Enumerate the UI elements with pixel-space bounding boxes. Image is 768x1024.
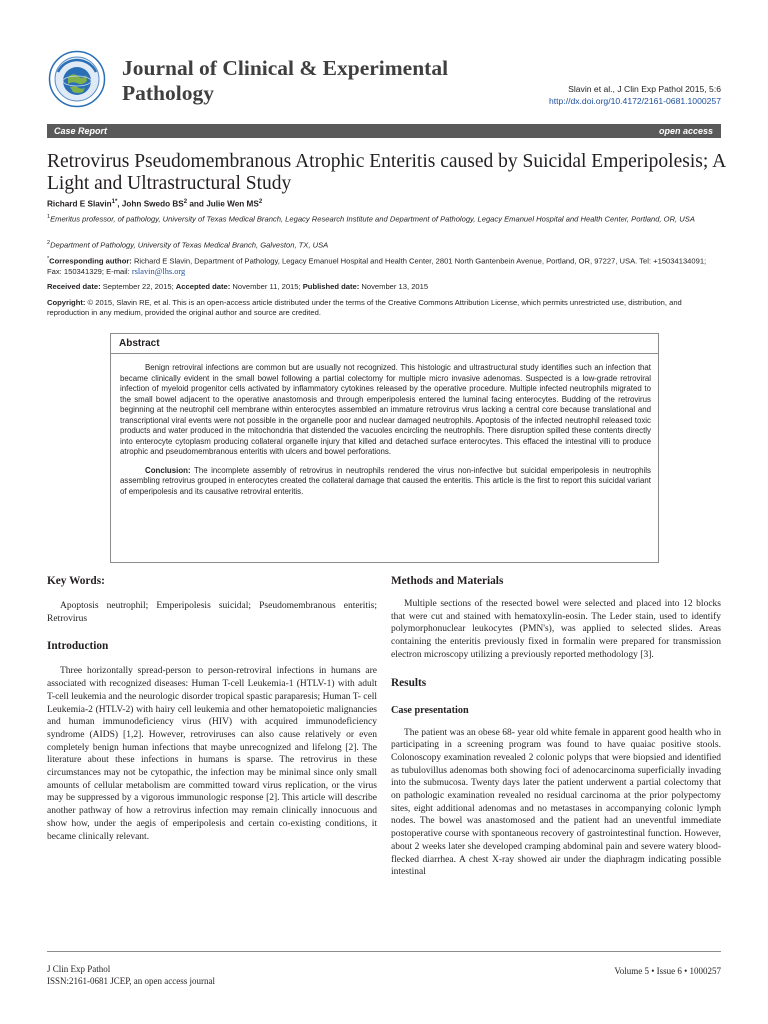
published-date: November 13, 2015 xyxy=(361,282,429,291)
email-link[interactable]: rslavin@lhs.org xyxy=(131,267,186,277)
affiliation-2 xyxy=(47,238,723,251)
accepted-label: Accepted date: xyxy=(175,282,231,291)
methods-heading: Methods and Materials xyxy=(391,575,504,587)
left-column xyxy=(47,574,377,843)
right-column xyxy=(391,574,721,879)
journal-title: Journal of Clinical & Experimental Pathology xyxy=(122,56,449,105)
article-type-label: Case Report xyxy=(54,126,108,136)
open-access-label: open access xyxy=(658,126,713,136)
published-label: Published date: xyxy=(302,282,360,291)
citation: Slavin et al., J Clin Exp Pathol 2015, 5:6 xyxy=(568,84,721,94)
author-sup: 2 xyxy=(258,199,263,205)
doi-link[interactable]: http://dx.doi.org/10.4172/2161-0681.1000257 xyxy=(548,96,721,106)
results-heading: Results xyxy=(391,676,427,689)
keywords-text: Apoptosis neutrophil; Emperipolesis suicidal; Pseudomembranous enteritis; Retrovirus xyxy=(47,601,377,624)
corresponding-text: Richard E Slavin, Department of Pathology, Legacy Emanuel Hospital and Health Center, 2801 North Gantenbein Avenue, Portland, OR, 97227, USA. Tel: +15034134091; Fax: 150341329; E-mail: xyxy=(47,256,707,277)
introduction-heading: Introduction xyxy=(47,640,109,653)
author-name: John Swedo BS xyxy=(121,199,184,209)
conclusion-text: The incomplete assembly of retrovirus in neutrophils rendered the virus non-infective but suicidal emperipolesis in neutrophils assembling retrovirus grouped in enterocytes created the collateral damage that caused the enteritis. This article is the first to report this suicidal variant of emperipolesis and its causative retroviral enteritis. xyxy=(120,465,651,496)
author-sup: 2 xyxy=(183,199,188,205)
keywords-heading: Key Words: xyxy=(47,575,105,587)
affiliation-text: Department of Pathology, University of Texas Medical Branch, Galveston, TX, USA xyxy=(50,240,329,250)
copyright xyxy=(47,298,723,319)
abstract-body xyxy=(120,363,651,497)
footer-divider xyxy=(47,951,721,952)
case-presentation-text: The patient was an obese 68- year old white female in apparent good health who in participating in a screening program was found to have quaiac positive stools. Colonoscopy examination revealed 2 colonic polyps that were biopsied and identified as tubulovillus adenomas both showing foci of adenocarcinoma superficially invading into the submucosa. Twenty days later the patient underwent a partial colectomy that on pathologic examination revealed no residual carcinoma at the prior polypectomy sites, eight additional adenomas and no metastases in accompanying colonic lymph nodes. The bowel was anastomosed and the patient had an uneventful immediate postoperative course with spontaneous recovery of gastrointestinal function. However, about 2 weeks later she developed cramping abdominal pain and severe watery blood-flecked diarrhea. A chest X-ray showed air under the diaphragm indicating possible intestinal xyxy=(391,727,721,878)
introduction-text: Three horizontally spread-person to person-retroviral infections in humans are associated with recognized diseases: Human T-cell Leukemia-1 (HTLV-1) with adult T-cell leukemia and the neurologic disorder tropical spastic paraparesis; Human T- cell Leukemia-2 (HTLV-2) with hairy cell leukemia and other hematopoietic malignancies and human immunodeficiency virus (HIV) with acquired immunodeficiency syndrome (AIDS) [1,2]. However, retroviruses can also cause relatively or even completely benign human infections that maybe unrecognized and lifelong [2]. The literature about these infections in humans is sparse. The retrovirus in these circumstances may not be cytopathic, the infection may be minimal since only small amounts of cellular metabolism are committed toward virus replication, or the virus may be suppressed by a vigorous immunologic response [2]. This article will describe another pathway of how a retrovirus infection may remain clinically innocuous and show how, under the aegis of emperipolesis and certain co-existing conditions, it became clinically relevant. xyxy=(47,666,377,842)
affiliation-text: Emeritus professor, of pathology, University of Texas Medical Branch, Legacy Research Institute and Department of Pathology, Legacy Emanuel Hospital and Health Center, Portland, OR, USA xyxy=(50,214,695,224)
case-presentation-heading: Case presentation xyxy=(391,704,469,716)
abstract-box xyxy=(110,333,659,563)
copyright-label: Copyright: xyxy=(47,298,86,307)
received-date: September 22, 2015 xyxy=(102,282,172,291)
corresponding-author: *Corresponding author: Richard E Slavin, Department of Pathology, Legacy Emanuel Hospital and Health Center, 2801 North Gantenbein Avenue, Portland, OR, 97227, USA. Tel: +15034134091; Fax: 150341329; E-mail: rslavin@lhs.org xyxy=(47,256,707,277)
article-type-band xyxy=(47,124,721,138)
author-sup: 1* xyxy=(111,199,118,205)
dates-line: Received date: September 22, 2015; Accepted date: November 11, 2015; Published date: November 13, 2015 xyxy=(47,282,429,291)
copyright-text: © 2015, Slavin RE, et al. This is an open-access article distributed under the terms of the Creative Commons Attribution License, which permits unrestricted use, distribution, and reproduction in any medium, provided the original author and source are credited. xyxy=(47,298,682,318)
author-name: Julie Wen MS xyxy=(206,199,259,209)
footer-issn: ISSN:2161-0681 JCEP, an open access journal xyxy=(47,976,215,986)
article-title: Retrovirus Pseudomembranous Atrophic Enteritis caused by Suicidal Emperipolesis; A Light and Ultrastructural Study xyxy=(47,151,726,194)
citation-block xyxy=(549,83,721,107)
methods-text: Multiple sections of the resected bowel were selected and placed into 12 blocks that were cut and stained with hematoxylin-eosin. The Leder stain, used to identify polymorphonuclear leukocytes (PMN's), was applied to selected slides. Areas containing the enteritis previously fixed in formalin were prepared for transmission electron microscopy utilizing a previously reported methodology [3]. xyxy=(391,599,721,660)
corresponding-label: Corresponding author: xyxy=(49,256,132,266)
journal-logo-icon xyxy=(48,50,106,108)
footer-volume: Volume 5 • Issue 6 • 1000257 xyxy=(614,966,721,976)
abstract-conclusion xyxy=(120,466,651,498)
footer-left xyxy=(47,963,215,987)
affiliation-sup: 2 xyxy=(47,240,51,246)
author-list: Richard E Slavin$^{1*}$, John Swedo $BS^2$ and Julie Wen $MS^2$ xyxy=(47,199,263,209)
author-name: Richard E Slavin xyxy=(47,199,112,209)
abstract-text: Benign retroviral infections are common but are usually not recognized. This histologic and ultrastructural study identifies such an infection that became clinically evident in the small bowel following a partial colectomy for multiple micro invasive adenomas. Suspected is a low-grade retroviral infection of myeloid progenitor cells activated by inflammatory cytokines released by the operative procedure. Multiple infected neutrophils migrated to the small bowel adjacent to the operative anastomosis and through emperipolesis entered the luminal facing enterocytes. Budding of the retrovirus beginning at the neutrophil cell membrane within enterocytes assembled an immature retrovirus virus lacking a central core because translational and transcriptional viral events were not possible in the organelle poor and nuclear damaged neutrophils. Apoptosis of the infected neutrophil released toxic products and water produced in the mitochondria that distended the vacuoles encircling the neutrophils. There disruption spilled these contents directly into enterocyte cytoplasm producing collateral organelle injury that killed and detached surface enterocytes. This effaced the intestinal villi to produce atrophic and pseudomembranous enteritis with ulcers and bowel perforations. xyxy=(120,363,651,456)
footer-journal: J Clin Exp Pathol xyxy=(47,964,111,974)
accepted-date: November 11, 2015 xyxy=(232,282,299,291)
affiliation-1 xyxy=(47,212,723,225)
received-label: Received date: xyxy=(47,282,101,291)
conclusion-label: Conclusion: xyxy=(145,465,191,475)
abstract-heading: Abstract xyxy=(111,334,658,354)
affiliation-sup: 1 xyxy=(47,214,51,220)
